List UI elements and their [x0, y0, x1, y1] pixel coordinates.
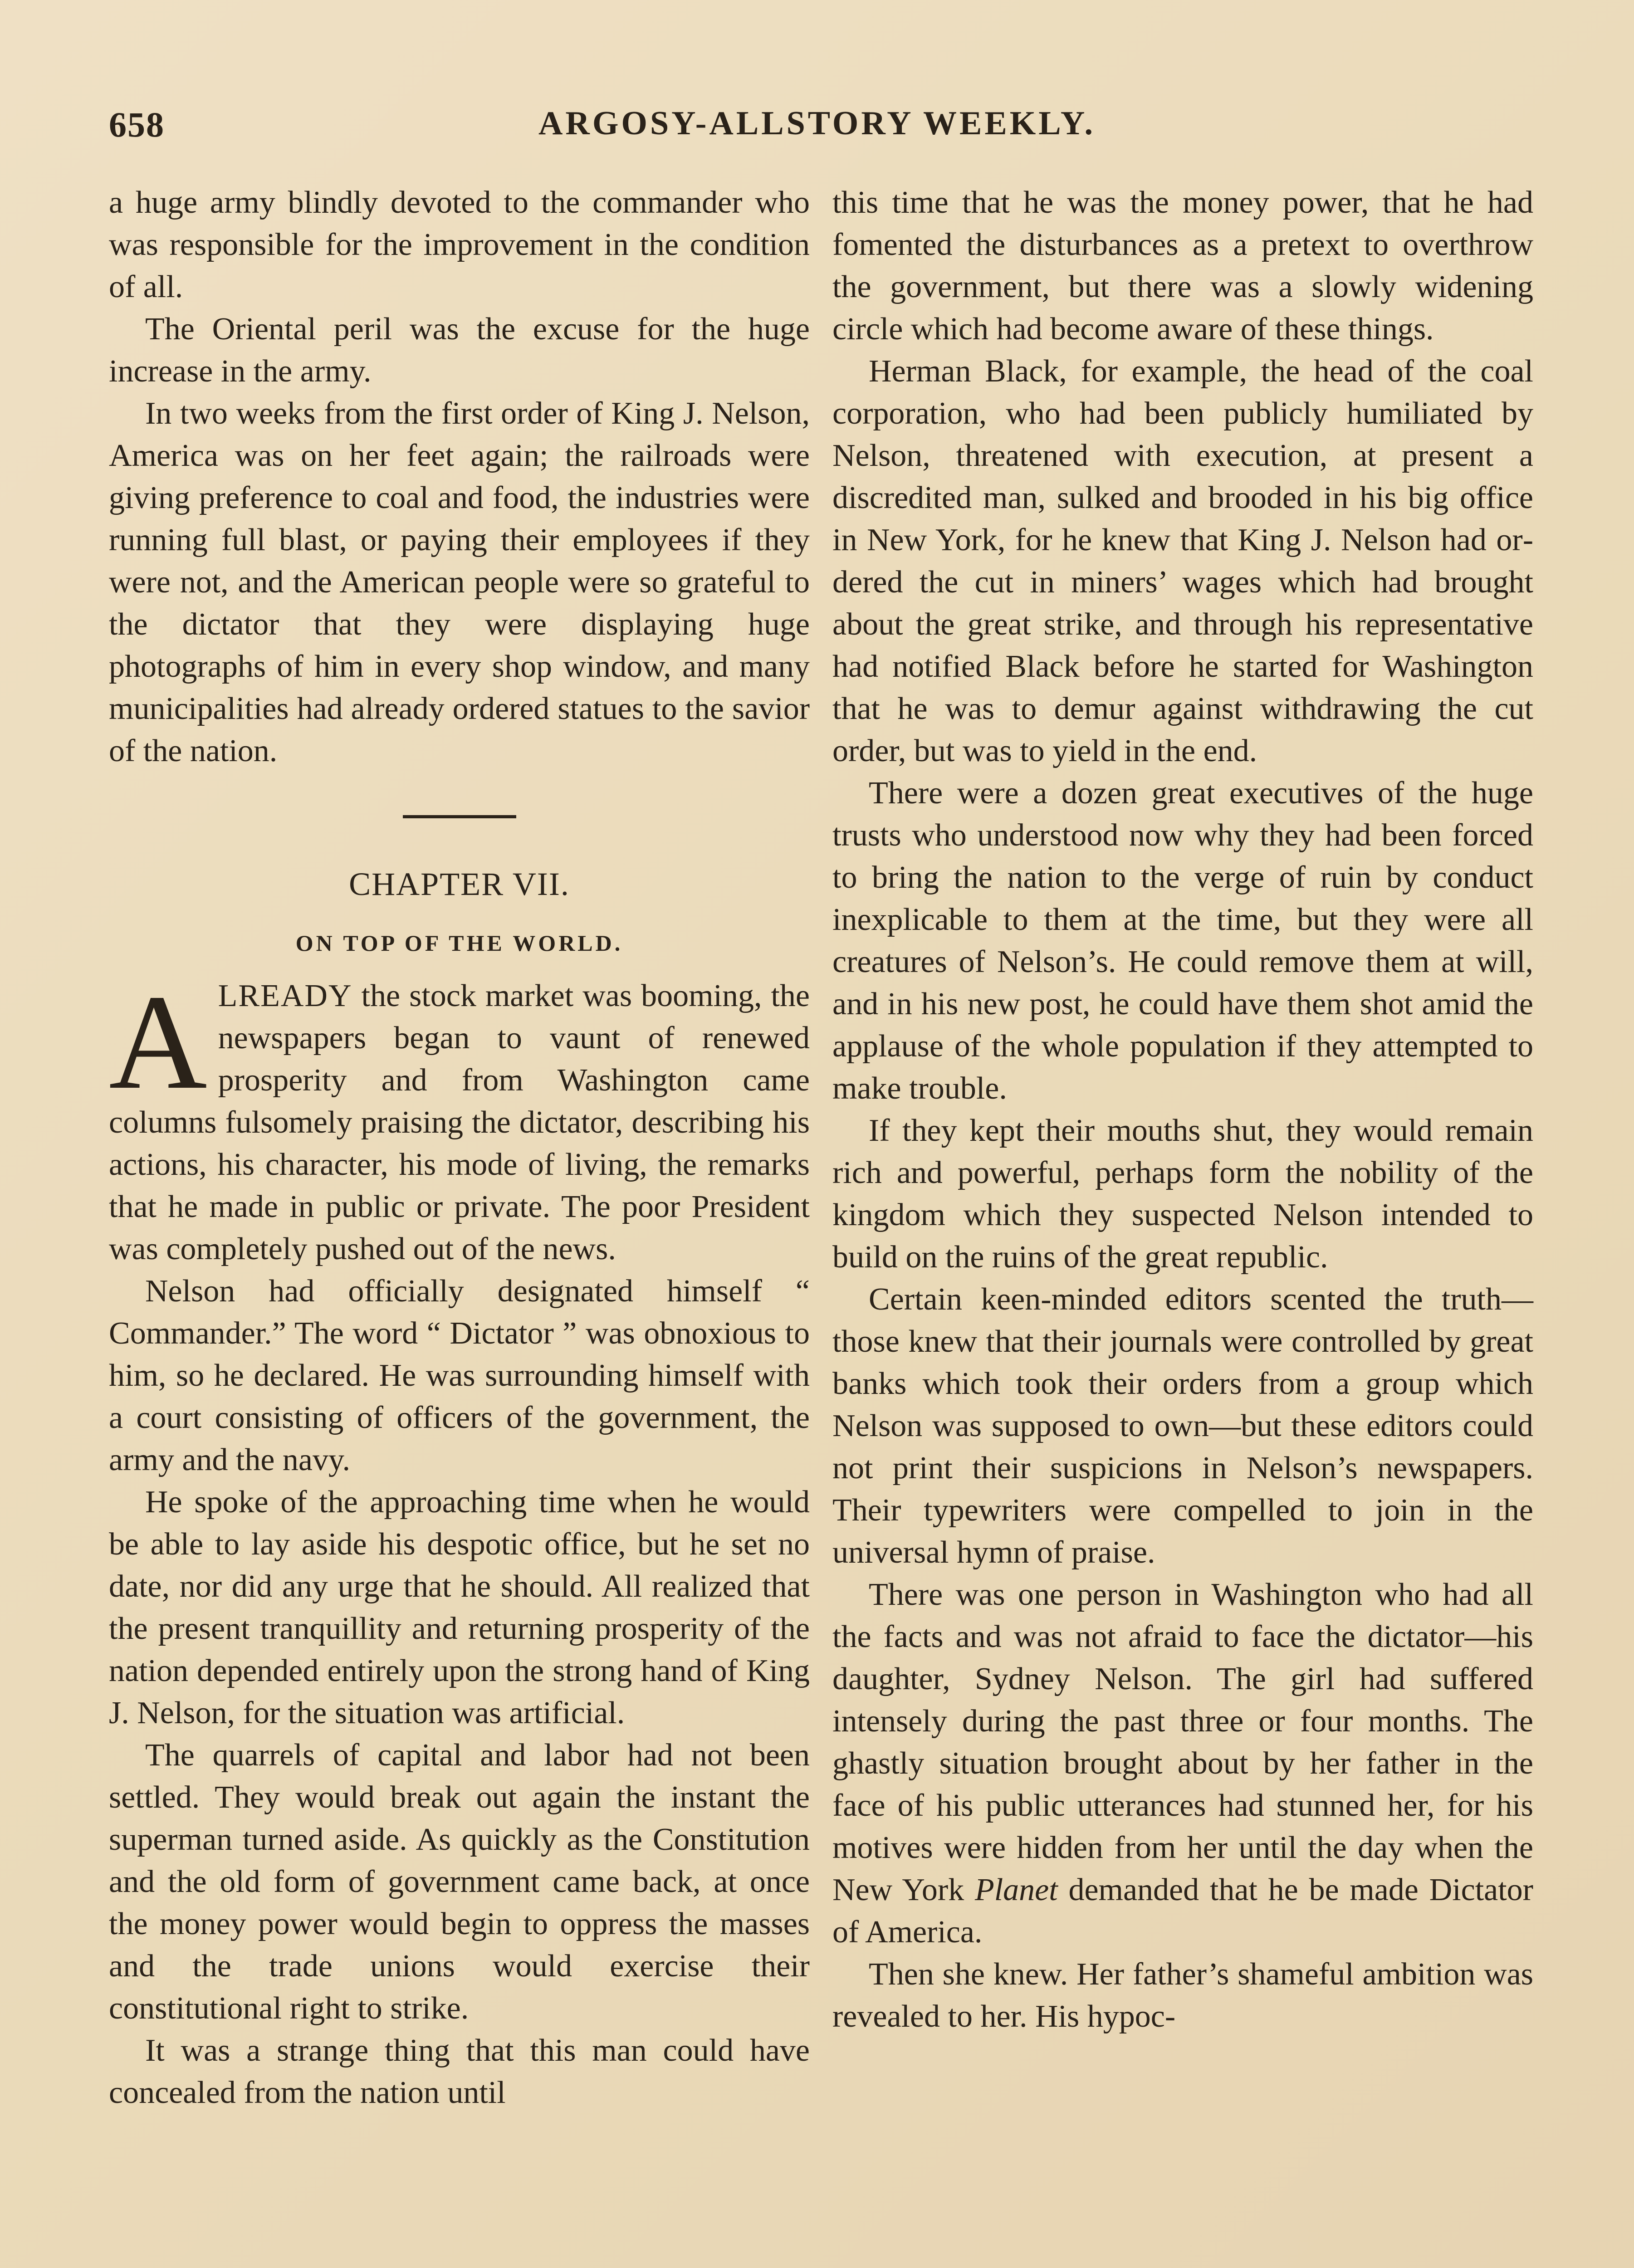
chapter-subtitle: ON TOP OF THE WORLD.	[295, 930, 623, 956]
paragraph-text: demanded that he be made Dictator of America.	[832, 1872, 1533, 1950]
chapter-title: CHAPTER VII.	[349, 866, 570, 902]
chapter-opening-paragraph	[109, 967, 810, 1270]
paragraph: In two weeks from the first order of King J. Nelson, America was on her feet again; the railroads were giving preference to coal and food, the industries were running full blast, or paying their employees if they were not, and the American people were so grateful to the dictator that they were displaying huge photographs of him in every shop window, and many municipalities had already ordered statues to the savior of the nation.	[109, 396, 810, 768]
lead-word: LREADY	[218, 978, 352, 1013]
paragraph: The quarrels of capital and labor had not been settled. They would break out again the instant the superman turned aside. As quickly as the Constitution and the old form of government came back, at once the money power would begin to oppress the masses and the trade unions would exercise their constitutional right to strike.	[109, 1738, 810, 2026]
paragraph: He spoke of the approaching time when he would be able to lay aside his despotic office, but he set no date, nor did any urge that he should. All realized that the present tranquillity and returning prosperity of the nation depended entirely upon the strong hand of King J. Nelson, for the situation was artificial.	[109, 1485, 810, 1730]
paragraph: this time that he was the money power, that he had fomented the disturbances as a pretext to overthrow the government, but there was a slowly widening circle which had become aware of these things.	[832, 185, 1533, 347]
left-column	[109, 181, 810, 2114]
paragraph: It was a strange thing that this man could have concealed from the nation until	[109, 2033, 810, 2110]
paragraph: Certain keen-minded editors scented the truth—those knew that their journals were controlled by great banks which took their orders from a group which Nelson was supposed to own—but these editors could not print their suspicions in Nelson’s newspapers. Their typewriters were compelled to join in the universal hymn of praise.	[832, 1282, 1533, 1570]
paragraph-text: the stock market was booming, the newspapers began to vaunt of renewed prosperity and from Washington came columns fulsomely praising the dictator, describing his actions, his character, his mode of living, the remarks that he made in public or private. The poor President was completely pushed out of the news.	[109, 978, 810, 1266]
page-header	[109, 104, 1525, 159]
paragraph: If they kept their mouths shut, they would remain rich and powerful, perhaps form the nobility of the kingdom which they suspected Nelson intended to build on the ruins of the great republic.	[832, 1113, 1533, 1275]
paragraph: The Oriental peril was the excuse for the huge increase in the army.	[109, 312, 810, 389]
drop-cap: A	[109, 967, 207, 1117]
running-head: ARGOSY-ALLSTORY WEEKLY.	[538, 105, 1096, 142]
section-rule	[403, 815, 516, 818]
paragraph: There were a dozen great executives of the huge trusts who understood now why they had been forced to bring the nation to the verge of ruin by conduct inexplicable to them at the time, but they were all creatures of Nelson’s. He could remove them at will, and in his new post, he could have them shot amid the applause of the whole population if they attempted to make trouble.	[832, 776, 1533, 1106]
paragraph	[832, 1574, 1533, 1953]
right-column	[832, 181, 1533, 2038]
paragraph: Herman Black, for example, the head of the coal corporation, who had been publicly humiliated by Nelson, threatened with execution, at present a discredited man, sulked and brooded in his big office in New York, for he knew that King J. Nelson had ordered the cut in miners’ wages which had brought about the great strike, and through his representative had notified Black before he started for Washington that he was to demur against withdrawing the cut order, but was to yield in the end.	[832, 354, 1533, 768]
paragraph: Nelson had officially designated himself “ Commander.” The word “ Dictator ” was obnoxious to him, so he declared. He was surrounding himself with a court consisting of officers of the government, the army and the navy.	[109, 1274, 810, 1477]
paragraph: a huge army blindly devoted to the commander who was responsible for the improvement in the condition of all.	[109, 185, 810, 304]
page-number: 658	[109, 105, 165, 144]
paragraph-text: There was one person in Washington who had all the facts and was not afraid to face the dictator—his daughter, Sydney Nelson. The girl had suffered intensely during the past three or four months. The ghastly situation brought about by her father in the face of his public utterances had stunned her, for his motives were hidden from her until the day when the New York	[832, 1577, 1533, 1907]
newspaper-title: Planet	[974, 1872, 1058, 1907]
paragraph: Then she knew. Her father’s shameful ambition was revealed to her. His hypoc-	[832, 1957, 1533, 2034]
